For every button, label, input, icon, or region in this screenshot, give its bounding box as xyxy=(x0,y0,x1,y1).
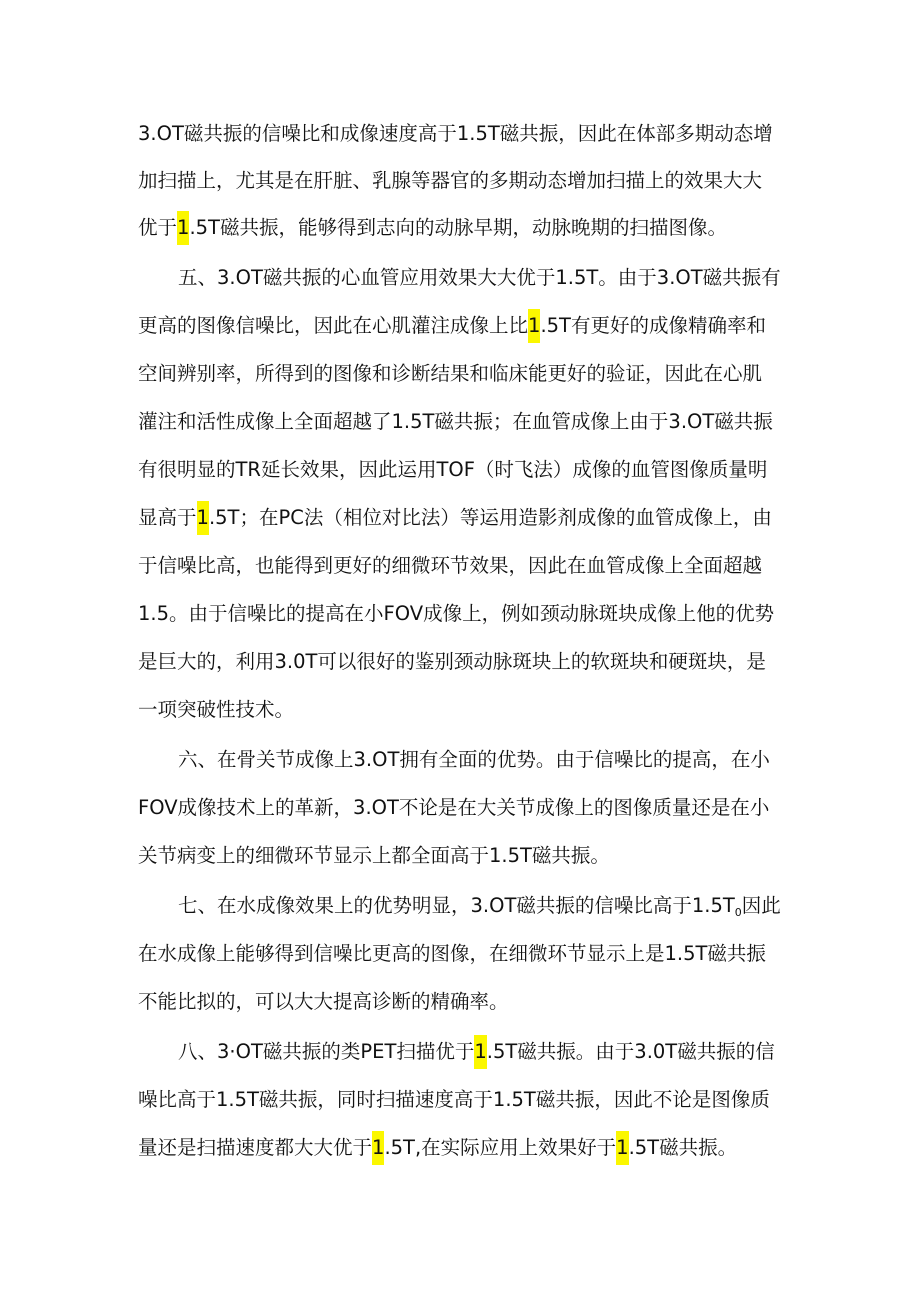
subscript-zero: 0 xyxy=(734,906,742,919)
p4-line-1-b: 因此 xyxy=(741,894,781,917)
p5-line-3 xyxy=(138,1131,737,1165)
p3-line-2: FOV成像技术上的革新，3.OT不论是在大关节成像上的图像质量还是在小 xyxy=(138,796,770,819)
p1-line-3-a: 优于 xyxy=(138,216,178,239)
p2-line-8: 1.5。由于信噪比的提高在小FOV成像上，例如颈动脉斑块成像上他的优势 xyxy=(138,602,775,625)
p3-line-1: 六、在骨关节成像上3.OT拥有全面的优势。由于信噪比的提高，在小 xyxy=(178,748,770,771)
p1-line-2: 加扫描上，尤其是在肝脏、乳腺等器官的多期动态增加扫描上的效果大大 xyxy=(138,169,763,192)
p2-line-4: 灌注和活性成像上全面超越了1.5T磁共振；在血管成像上由于3.OT磁共振 xyxy=(138,410,773,433)
p2-line-3: 空间辨别率，所得到的图像和诊断结果和临床能更好的验证，因此在心肌 xyxy=(138,362,763,385)
p5-line-1-b: .5T磁共振。由于3.0T磁共振的信 xyxy=(486,1040,775,1063)
p5-line-2: 噪比高于1.5T磁共振，同时扫描速度高于1.5T磁共振，因此不论是图像质 xyxy=(138,1088,770,1111)
p5-line-1 xyxy=(178,1035,775,1069)
p5-line-3-a: 量还是扫描速度都大大优于 xyxy=(138,1136,373,1159)
p1-line-1: 3.OT磁共振的信噪比和成像速度高于1.5T磁共振，因此在体部多期动态增 xyxy=(138,122,773,145)
p2-line-2-b: .5T有更好的成像精确率和 xyxy=(540,314,766,337)
p4-line-1-a: 七、在水成像效果上的优势明显，3.OT磁共振的信噪比高于1.5T xyxy=(178,894,735,917)
p5-line-1-a: 八、3·OT磁共振的类PET扫描优于 xyxy=(178,1040,475,1063)
p1-line-3 xyxy=(138,211,727,245)
highlight-mark: 1 xyxy=(474,1035,486,1069)
highlight-mark: 1 xyxy=(528,309,540,343)
p3-line-3: 关节病变上的细微环节显示上都全面高于1.5T磁共振。 xyxy=(138,844,610,867)
p2-line-6-b: .5T；在PC法（相位对比法）等运用造影剂成像的血管成像上，由 xyxy=(208,506,772,529)
p2-line-9: 是巨大的，利用3.0T可以很好的鉴别颈动脉斑块上的软斑块和硬斑块，是 xyxy=(138,650,766,673)
p2-line-7: 于信噪比高，也能得到更好的细微环节效果，因此在血管成像上全面超越 xyxy=(138,554,763,577)
highlight-mark: 1 xyxy=(616,1131,628,1165)
p2-line-2-a: 更高的图像信噪比，因此在心肌灌注成像上比 xyxy=(138,314,529,337)
highlight-mark: 1 xyxy=(372,1131,384,1165)
p1-line-3-b: .5T磁共振，能够得到志向的动脉早期，动脉晚期的扫描图像。 xyxy=(189,216,727,239)
p4-line-3: 不能比拟的，可以大大提高诊断的精确率。 xyxy=(138,990,509,1013)
p2-line-10: 一项突破性技术。 xyxy=(138,698,295,721)
p2-line-2 xyxy=(138,309,766,343)
p5-line-3-c: .5T磁共振。 xyxy=(628,1136,738,1159)
p2-line-1: 五、3.OT磁共振的心血管应用效果大大优于1.5T。由于3.OT磁共振有 xyxy=(178,266,781,289)
p4-line-2: 在水成像上能够得到信噪比更高的图像，在细微环节显示上是1.5T磁共振 xyxy=(138,942,766,965)
highlight-mark: 1 xyxy=(197,501,209,535)
p2-line-6-a: 显高于 xyxy=(138,506,197,529)
p2-line-6 xyxy=(138,501,772,535)
p5-line-3-b: .5T,在实际应用上效果好于 xyxy=(384,1136,617,1159)
highlight-mark: 1 xyxy=(177,211,189,245)
p2-line-5: 有很明显的TR延长效果，因此运用TOF（时飞法）成像的血管图像质量明 xyxy=(138,458,768,481)
p4-line-1 xyxy=(178,889,781,923)
